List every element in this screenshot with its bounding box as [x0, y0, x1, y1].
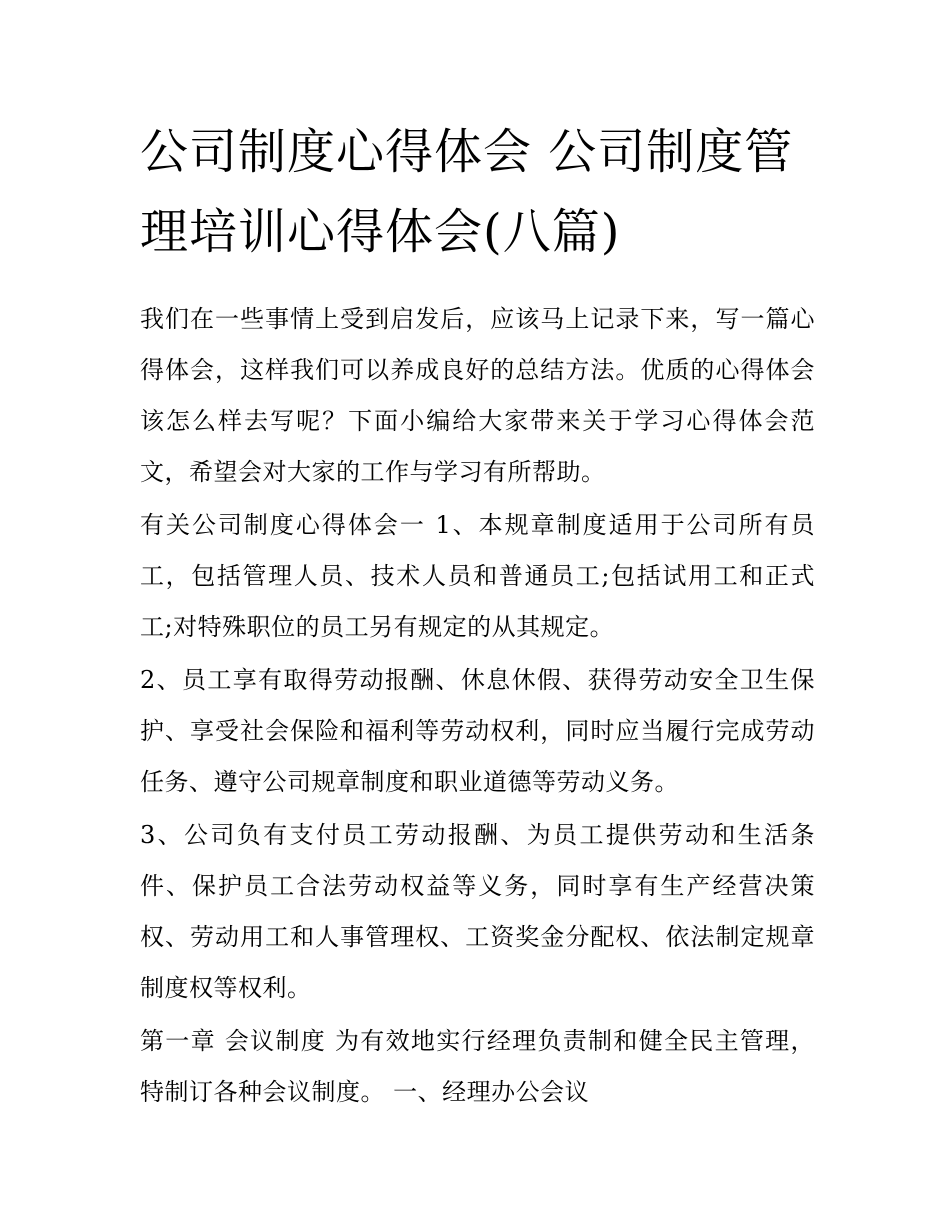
paragraph-chapter-1: 第一章 会议制度 为有效地实行经理负责制和健全民主管理，特制订各种会议制度。 一、经理办公会议 [140, 1027, 815, 1106]
document-page [140, 112, 815, 1120]
document-title: 公司制度心得体会 公司制度管理培训心得体会(八篇) [140, 124, 794, 260]
paragraph-section-2: 2、员工享有取得劳动报酬、休息休假、获得劳动安全卫生保护、享受社会保险和福利等劳动权利，同时应当履行完成劳动任务、遵守公司规章制度和职业道德等劳动义务。 [140, 666, 815, 796]
paragraph-section-3: 3、公司负有支付员工劳动报酬、为员工提供劳动和生活条件、保护员工合法劳动权益等义务，同时享有生产经营决策权、劳动用工和人事管理权、工资奖金分配权、依法制定规章制度权等权利。 [140, 821, 815, 1002]
paragraph-section-1: 有关公司制度心得体会一 1、本规章制度适用于公司所有员工，包括管理人员、技术人员和普通员工;包括试用工和正式工;对特殊职位的员工另有规定的从其规定。 [140, 511, 815, 641]
paragraph-intro: 我们在一些事情上受到启发后，应该马上记录下来，写一篇心得体会，这样我们可以养成良好的总结方法。优质的心得体会该怎么样去写呢？下面小编给大家带来关于学习心得体会范文，希望会对大家的工作与学习有所帮助。 [140, 305, 815, 486]
